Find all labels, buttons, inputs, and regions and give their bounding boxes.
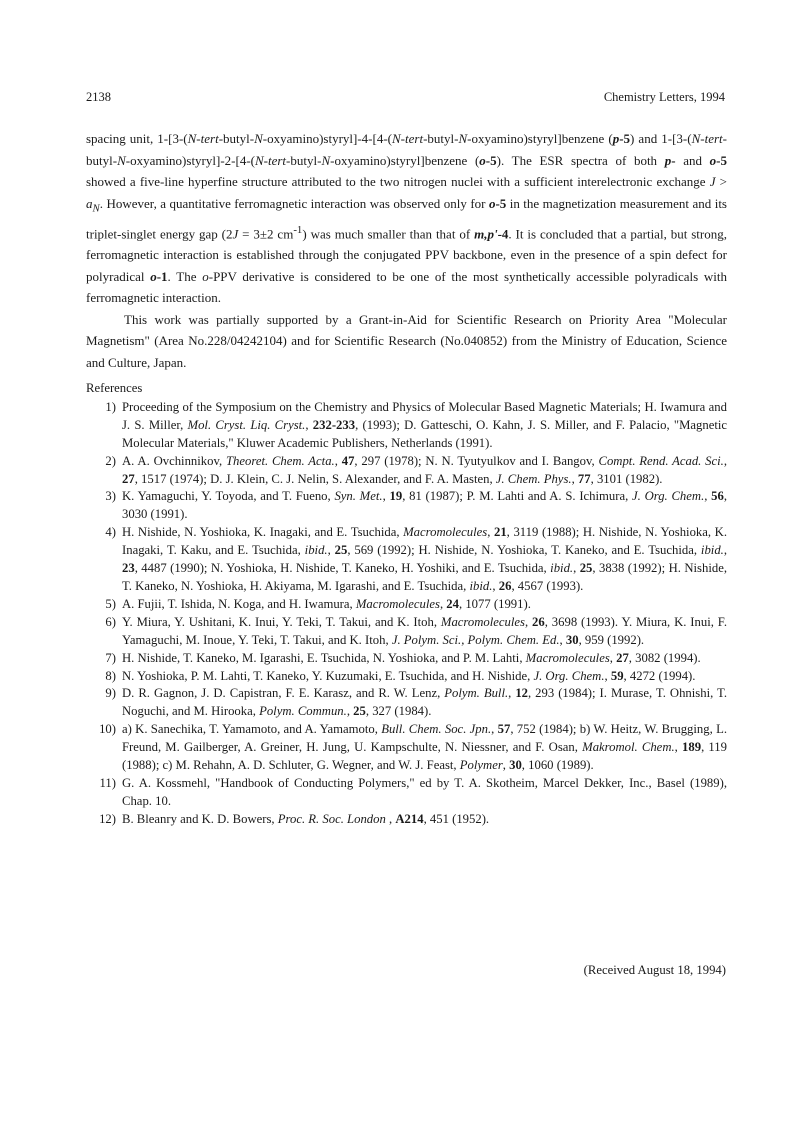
reference-item [86, 488, 727, 524]
reference-item [86, 811, 727, 829]
reference-text: Y. Miura, Y. Ushitani, K. Inui, Y. Teki, T. Takui, and K. Itoh, Macromolecules, 26, 3698 (1993). Y. Miura, K. Inui, F. Yamaguchi, M. Inoue, Y. Teki, T. Takui, and K. Itoh, J. Polym. Sci., Polym. Chem. Ed., 30, 959 (1992). [122, 614, 728, 647]
reference-item [86, 596, 727, 614]
page-number: 2138 [86, 90, 111, 104]
references-list [86, 399, 727, 829]
reference-item [86, 524, 727, 596]
body-text [86, 128, 727, 373]
reference-number: 11) [99, 775, 116, 790]
received-date: (Received August 18, 1994) [583, 963, 726, 977]
reference-text: D. R. Gagnon, J. D. Capistran, F. E. Karasz, and R. W. Lenz, Polym. Bull., 12, 293 (1984); I. Murase, T. Ohnishi, T. Noguchi, and M. Hirooka, Polym. Commun., 25, 327 (1984). [122, 686, 728, 719]
reference-item [86, 775, 727, 811]
reference-text: A. A. Ovchinnikov, Theoret. Chem. Acta., 47, 297 (1978); N. N. Tyutyulkov and I. Bangov, Compt. Rend. Acad. Sci., 27, 1517 (1974); D. J. Klein, C. J. Nelin, S. Alexander, and F. A. Masten, J. Chem. Phys., 77, 3101 (1982). [122, 453, 728, 486]
reference-number: 8) [105, 668, 116, 683]
reference-item [86, 453, 727, 489]
reference-text: H. Nishide, T. Kaneko, M. Igarashi, E. Tsuchida, N. Yoshioka, and P. M. Lahti, Macromolecules, 27, 3082 (1994). [122, 650, 701, 665]
reference-text: Proceeding of the Symposium on the Chemistry and Physics of Molecular Based Magnetic Materials; H. Iwamura and J. S. Miller, Mol. Cryst. Liq. Cryst., 232-233, (1993); D. Gatteschi, O. Kahn, J. S. Miller, and F. Palacio, "Magnetic Molecular Materials," Kluwer Academic Publishers, Netherlands (1991). [122, 399, 728, 450]
reference-number: 5) [105, 596, 116, 611]
reference-text: N. Yoshioka, P. M. Lahti, T. Kaneko, Y. Kuzumaki, E. Tsuchida, and H. Nishide, J. Org. Chem., 59, 4272 (1994). [122, 668, 696, 683]
page-header [86, 89, 725, 105]
reference-number: 2) [105, 453, 116, 468]
reference-text: G. A. Kossmehl, "Handbook of Conducting Polymers," ed by T. A. Skotheim, Marcel Dekker, Inc., Basel (1989), Chap. 10. [122, 775, 727, 808]
reference-item [86, 721, 727, 775]
journal-title: Chemistry Letters, 1994 [603, 90, 725, 104]
references-section [86, 380, 727, 829]
reference-text: B. Bleanry and K. D. Bowers, Proc. R. Soc. London , A214, 451 (1952). [122, 811, 490, 826]
reference-number: 10) [99, 722, 116, 737]
reference-text: A. Fujii, T. Ishida, N. Koga, and H. Iwamura, Macromolecules, 24, 1077 (1991). [122, 596, 531, 611]
paragraph-acknowledgment: This work was partially supported by a Grant-in-Aid for Scientific Research on Priority Area "Molecular Magnetism" (Area No.228/04242104) and for Scientific Research (No.040852) from the Ministry of Education, Science and Culture, Japan. [86, 311, 727, 370]
reference-item [86, 399, 727, 453]
reference-text: K. Yamaguchi, Y. Toyoda, and T. Fueno, Syn. Met., 19, 81 (1987); P. M. Lahti and A. S. Ichimura, J. Org. Chem., 56, 3030 (1991). [122, 489, 728, 522]
reference-item [86, 685, 727, 721]
reference-item [86, 650, 727, 668]
reference-number: 4) [105, 525, 116, 540]
reference-text: a) K. Sanechika, T. Yamamoto, and A. Yamamoto, Bull. Chem. Soc. Jpn., 57, 752 (1984); b) W. Heitz, W. Brugging, L. Freund, M. Gailberger, A. Greiner, H. Jung, U. Kampschulte, N. Niessner, and F. Osan, Makromol. Chem., 189, 119 (1988); c) M. Rehahn, A. D. Schluter, G. Wegner, and W. J. Feast, Polymer, 30, 1060 (1989). [122, 722, 727, 773]
reference-item [86, 668, 727, 686]
reference-number: 1) [105, 399, 116, 414]
reference-number: 3) [105, 489, 116, 504]
reference-text: H. Nishide, N. Yoshioka, K. Inagaki, and E. Tsuchida, Macromolecules, 21, 3119 (1988); H. Nishide, N. Yoshioka, K. Inagaki, T. Kaku, and E. Tsuchida, ibid., 25, 569 (1992); H. Nishide, N. Yoshioka, T. Kaneko, and E. Tsuchida, ibid., 23, 4487 (1990); N. Yoshioka, H. Nishide, T. Kaneko, H. Yoshiki, and E. Tsuchida, ibid., 25, 3838 (1992); H. Nishide, T. Kaneko, N. Yoshioka, H. Akiyama, M. Igarashi, and E. Tsuchida, ibid., 26, 4567 (1993). [122, 525, 728, 593]
reference-number: 6) [105, 614, 116, 629]
reference-item [86, 614, 727, 650]
reference-number: 12) [99, 811, 116, 826]
paragraph-conclusion: spacing unit, 1-[3-(N-tert-butyl-N-oxyamino)styryl]-4-[4-(N-tert-butyl-N-oxyamino)styryl]benzene (p-5) and 1-[3-(N-tert-butyl-N-oxyamino)styryl]-2-[4-(N-tert-butyl-N-oxyamino)styryl]benzene (o-5). The ESR spectra of both p- and o-5 showed a five-line hyperfine structure attributed to the two nitrogen nuclei with a sufficient interelectronic exchange $J > a_N$. However, a quantitative ferromagnetic interaction was observed only for o-5 in the magnetization measurement and its triplet-singlet energy gap (2J = 3±2 $cm^{-1}$) was much smaller than that of m,p'-4. It is concluded that a partial, but strong, ferromagnetic interaction is established through the conjugated PPV backbone, even in the presence of a spin defect for polyradical o-1. The o-PPV derivative is considered to be one of the most synthetically accessible polyradicals with ferromagnetic interaction. [86, 131, 727, 306]
reference-number: 7) [105, 650, 116, 665]
reference-number: 9) [105, 686, 116, 701]
references-heading: References [86, 381, 143, 395]
